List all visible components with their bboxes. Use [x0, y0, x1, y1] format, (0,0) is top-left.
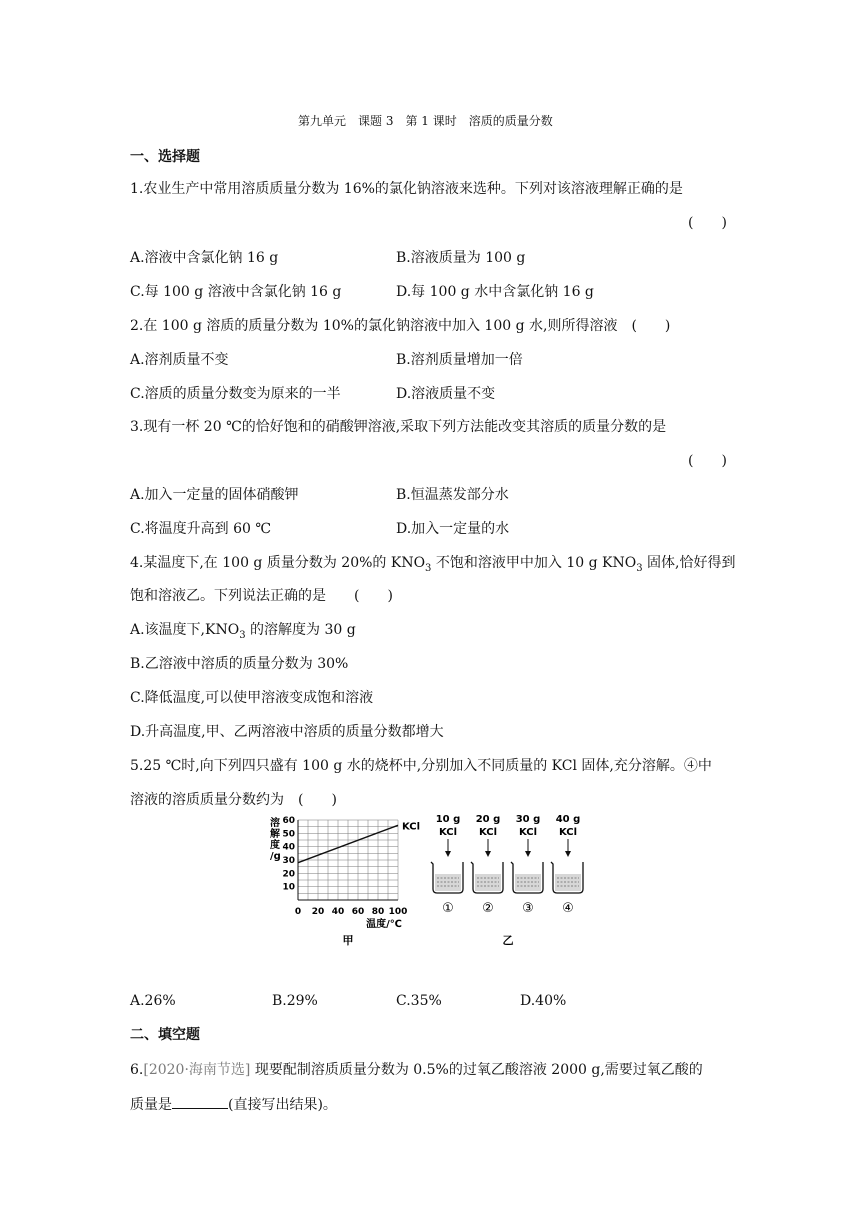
beaker-solution: [475, 874, 501, 891]
q3-stem: 3.现有一杯 20 ℃的恰好饱和的硝酸钾溶液,采取下列方法能改变其溶质的质量分数的是: [130, 419, 667, 435]
y-tick-label: 30: [282, 856, 295, 866]
beaker-number: ④: [562, 901, 574, 916]
beakers-caption: 乙: [502, 934, 514, 947]
q1-option-a: A.溶液中含氯化钠 16 g: [130, 250, 279, 266]
arrow-head: [565, 851, 571, 857]
q2-option-b: B.溶剂质量增加一倍: [396, 352, 523, 368]
q4-stem-line2: 饱和溶液乙。下列说法正确的是 ( ): [130, 588, 393, 604]
beaker-substance-label: KCl: [438, 827, 458, 838]
beaker-substance-label: KCl: [558, 827, 578, 838]
y-axis-label: 解: [270, 829, 280, 840]
y-axis-label: /g: [270, 851, 281, 862]
chart-caption: 甲: [342, 934, 354, 947]
y-tick-label: 10: [282, 882, 295, 893]
beaker-amount-label: 30 g: [515, 814, 541, 825]
beakers-diagram: [431, 814, 583, 947]
q1-stem: 1.农业生产中常用溶质质量分数为 16%的氯化钠溶液来选种。下列对该溶液理解正确的是: [130, 181, 683, 197]
x-tick-label: 100: [388, 907, 408, 917]
beaker-number: ③: [522, 901, 534, 916]
y-axis-label: 溶: [270, 818, 280, 829]
beaker-number: ②: [482, 901, 494, 916]
x-tick-label: 0: [294, 907, 302, 917]
q5-option-a: A.26%: [130, 993, 176, 1009]
q2-stem: 2.在 100 g 溶质的质量分数为 10%的氯化钠溶液中加入 100 g 水,则所得溶液 ( ): [130, 318, 671, 334]
q5-figure: [262, 812, 602, 962]
q6-stem-line1: 6.[2020·海南节选] 现要配制溶质质量分数为 0.5%的过氧乙酸溶液 2000 g,需要过氧乙酸的: [130, 1062, 703, 1078]
y-tick-label: 20: [282, 869, 295, 880]
x-axis-label: 温度/℃: [366, 919, 402, 930]
q6-source: [2020·海南节选]: [143, 1062, 251, 1078]
series-label-kcl: KCl: [402, 821, 421, 833]
q4-option-c: C.降低温度,可以使甲溶液变成饱和溶液: [130, 690, 374, 706]
beaker-solution: [555, 874, 581, 891]
q3-option-d: D.加入一定量的水: [396, 521, 510, 537]
q6-stem-line2: 质量是 (直接写出结果)。: [130, 1094, 337, 1114]
x-tick-label: 40: [331, 907, 345, 917]
q1-option-b: B.溶液质量为 100 g: [396, 250, 526, 266]
q2-option-a: A.溶剂质量不变: [130, 352, 229, 368]
q4-option-a: A.该温度下$,KNO_3$ 的溶解度为 30 g: [130, 622, 356, 641]
beaker-amount-label: 20 g: [475, 814, 501, 825]
page-title: 第九单元 课题 3 第 1 课时 溶质的质量分数: [298, 114, 553, 128]
y-tick-label: 60: [282, 816, 295, 826]
beaker-amount-label: 10 g: [435, 814, 461, 825]
q5-option-d: D.40%: [520, 993, 567, 1009]
arrow-head: [525, 851, 531, 857]
q3-option-b: B.恒温蒸发部分水: [396, 487, 509, 503]
q2-option-d: D.溶液质量不变: [396, 386, 496, 402]
y-axis-label: 度: [270, 840, 280, 851]
y-tick-label: 40: [282, 842, 295, 853]
q5-option-c: C.35%: [396, 993, 442, 1009]
beaker-substance-label: KCl: [518, 827, 538, 838]
y-tick-label: 50: [282, 829, 295, 840]
x-tick-label: 60: [351, 907, 365, 917]
q1-answer-paren: ( ): [688, 215, 727, 231]
section-title-fill: 二、填空题: [130, 1027, 200, 1043]
x-tick-label: 20: [311, 907, 325, 917]
arrow-head: [445, 851, 451, 857]
section-title-choice: 一、选择题: [130, 149, 200, 165]
beaker-substance-label: KCl: [478, 827, 498, 838]
q4-option-b: B.乙溶液中溶质的质量分数为 30%: [130, 656, 349, 672]
q6-answer-blank[interactable]: [172, 1094, 228, 1109]
q5-stem-line2: 溶液的溶质质量分数约为 ( ): [130, 792, 337, 808]
q2-option-c: C.溶质的质量分数变为原来的一半: [130, 386, 341, 402]
q1-option-c: C.每 100 g 溶液中含氯化钠 16 g: [130, 284, 342, 300]
q3-option-a: A.加入一定量的固体硝酸钾: [130, 487, 299, 503]
q3-option-c: C.将温度升高到 60 ℃: [130, 521, 272, 537]
beaker-solution: [435, 874, 461, 891]
q4-stem-line1: 4.某温度下,在 100 g 质量分数为 20%的 $KNO_3$ 不饱和溶液甲中加入 10 g $KNO_3$ 固体,恰好得到: [130, 555, 736, 574]
beaker-amount-label: 40 g: [555, 814, 581, 825]
q5-stem-line1: 5.25 ℃时,向下列四只盛有 100 g 水的烧杯中,分别加入不同质量的 KCl 固体,充分溶解。④中: [130, 758, 712, 774]
q4-option-d: D.升高温度,甲、乙两溶液中溶质的质量分数都增大: [130, 724, 444, 740]
beaker-solution: [515, 874, 541, 891]
beaker-number: ①: [442, 901, 454, 916]
arrow-head: [485, 851, 491, 857]
solubility-chart: [270, 816, 420, 947]
q3-answer-paren: ( ): [688, 453, 727, 469]
q5-option-b: B.29%: [272, 993, 318, 1009]
q1-option-d: D.每 100 g 水中含氯化钠 16 g: [396, 284, 594, 300]
x-tick-label: 80: [371, 907, 385, 917]
